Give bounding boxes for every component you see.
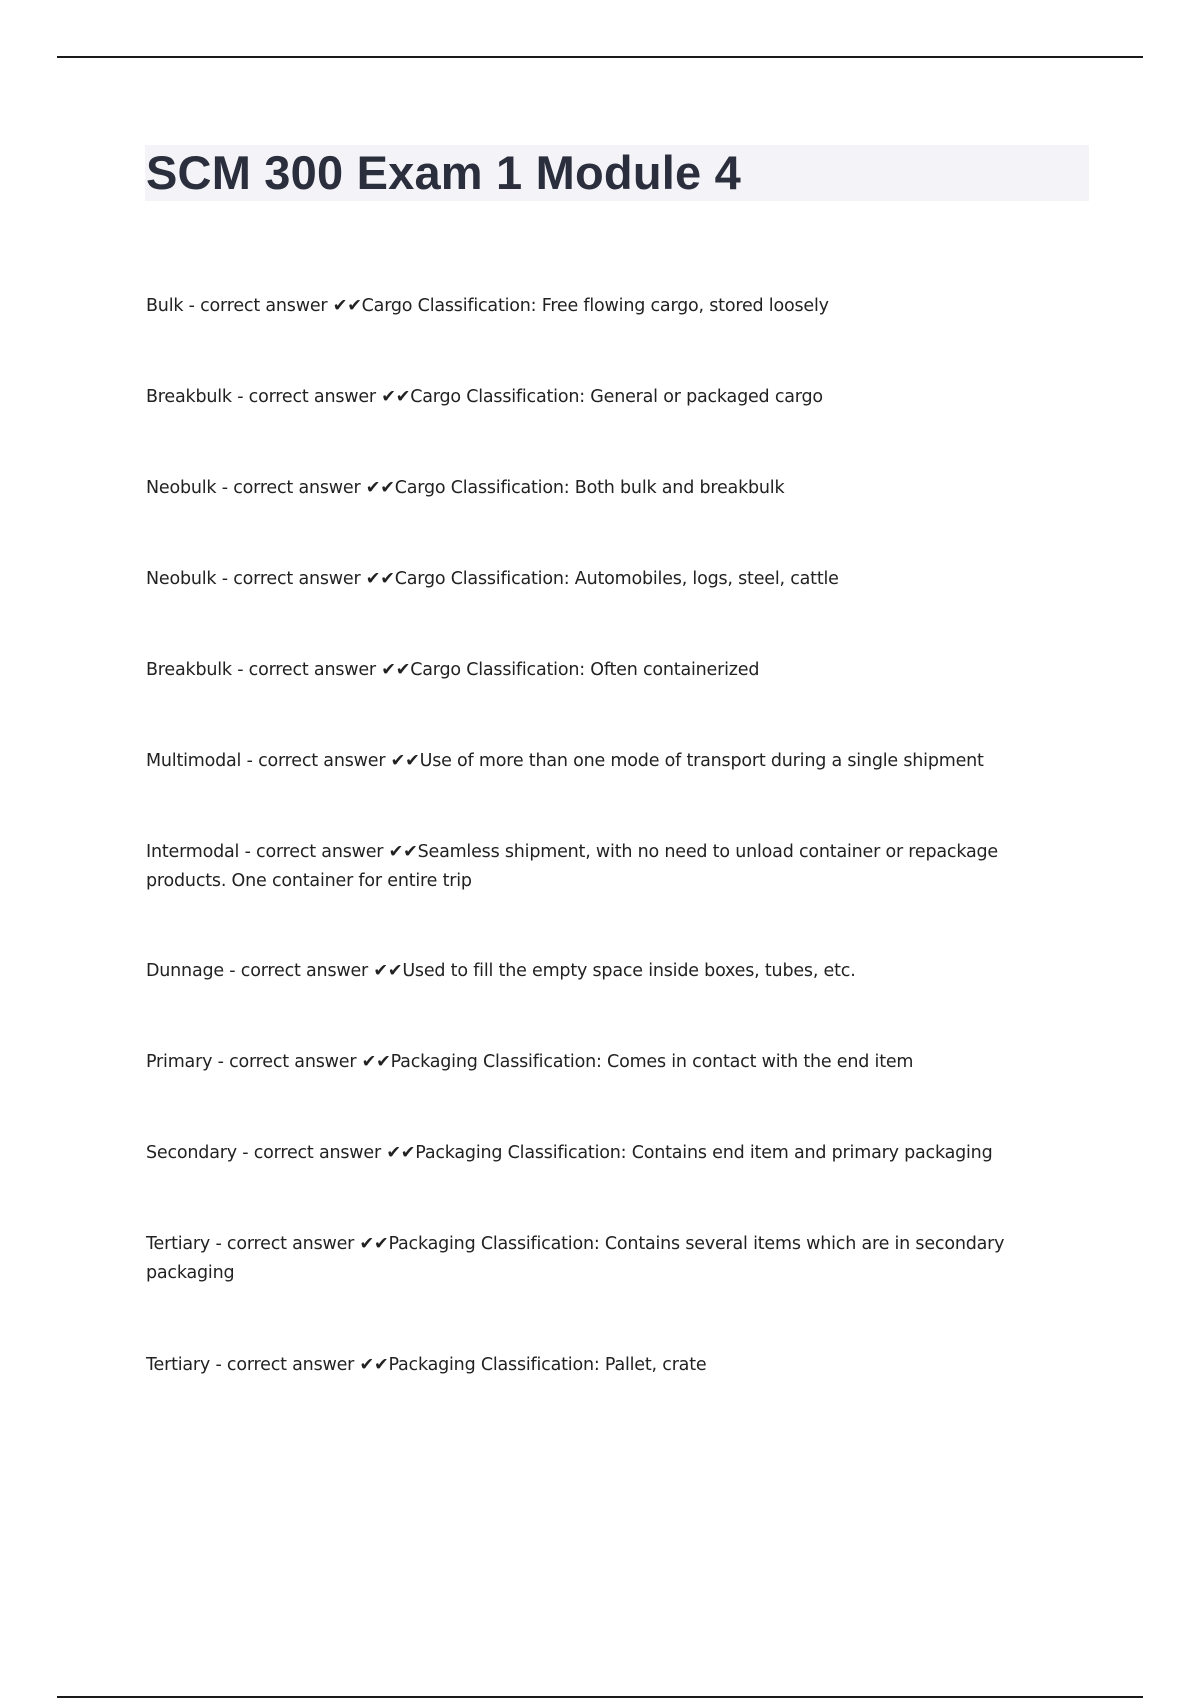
- qa-item: Breakbulk - correct answer ✔✔Cargo Classification: General or packaged cargo: [146, 387, 823, 407]
- qa-item: Multimodal - correct answer ✔✔Use of more than one mode of transport during a single shipment: [146, 751, 984, 771]
- qa-item: Neobulk - correct answer ✔✔Cargo Classification: Automobiles, logs, steel, cattle: [146, 569, 839, 589]
- qa-item: Secondary - correct answer ✔✔Packaging Classification: Contains end item and primary packaging: [146, 1143, 993, 1163]
- qa-item: Tertiary - correct answer ✔✔Packaging Classification: Pallet, crate: [146, 1355, 707, 1375]
- qa-item: Bulk - correct answer ✔✔Cargo Classification: Free flowing cargo, stored loosely: [146, 296, 829, 316]
- qa-item: Dunnage - correct answer ✔✔Used to fill the empty space inside boxes, tubes, etc.: [146, 961, 856, 981]
- top-rule: [57, 56, 1143, 58]
- qa-item: Breakbulk - correct answer ✔✔Cargo Classification: Often containerized: [146, 660, 760, 680]
- qa-item: Primary - correct answer ✔✔Packaging Classification: Comes in contact with the end item: [146, 1052, 914, 1072]
- qa-item: Intermodal - correct answer ✔✔Seamless shipment, with no need to unload container or repackage products. One container for entire trip: [146, 842, 998, 891]
- document-title: SCM 300 Exam 1 Module 4: [146, 146, 741, 199]
- qa-item: Tertiary - correct answer ✔✔Packaging Classification: Contains several items which are in secondary packaging: [146, 1234, 1005, 1283]
- qa-item: Neobulk - correct answer ✔✔Cargo Classification: Both bulk and breakbulk: [146, 478, 785, 498]
- bottom-rule: [57, 1696, 1143, 1698]
